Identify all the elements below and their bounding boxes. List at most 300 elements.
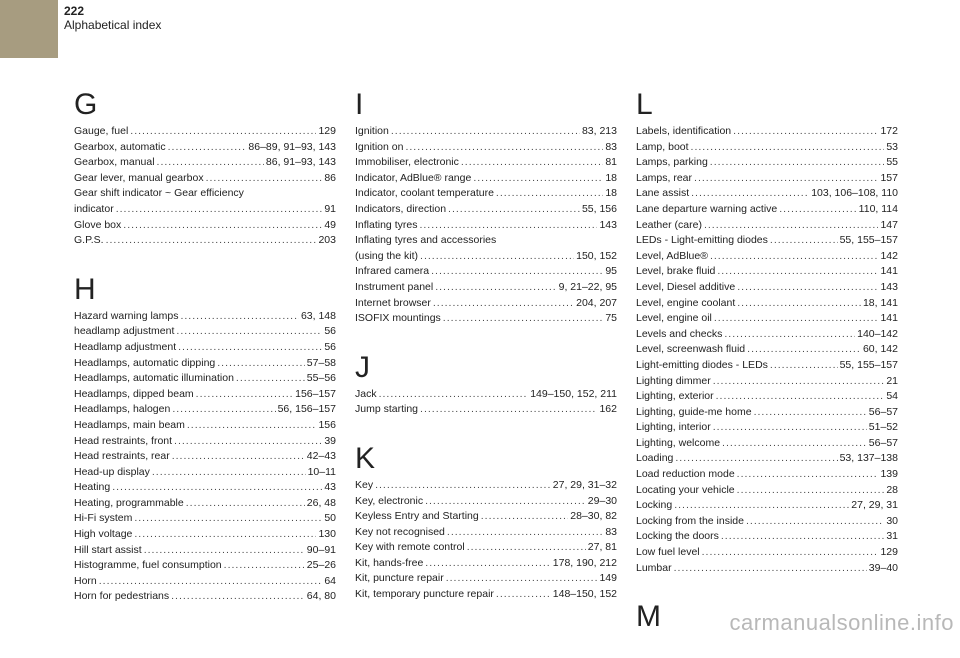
dot-leader — [716, 389, 885, 405]
index-entry-pages: 21 — [886, 374, 898, 387]
index-entry-pages: 143 — [599, 218, 617, 231]
watermark: carmanualsonline.info — [729, 610, 954, 635]
index-entry-pages: 147 — [880, 218, 898, 231]
index-entry-label: Jump starting — [355, 403, 419, 416]
index-entry-pages: 64 — [324, 574, 336, 587]
index-entry-pages: 18 — [605, 171, 617, 184]
dot-leader — [733, 124, 878, 140]
chapter-tab — [0, 0, 58, 58]
dot-leader — [375, 478, 551, 494]
index-section — [74, 271, 336, 605]
index-entry-label: Lighting, welcome — [636, 436, 721, 449]
index-entry-label: High voltage — [74, 528, 133, 541]
index-entry[interactable] — [74, 371, 336, 387]
index-entry[interactable] — [74, 543, 336, 559]
dot-leader — [178, 340, 322, 356]
index-entry-label: Horn — [74, 574, 97, 587]
dot-leader — [467, 540, 586, 556]
index-entry-label: Light-emitting diodes - LEDs — [636, 358, 768, 371]
dot-leader — [702, 545, 879, 561]
index-entry-label: Lane assist — [636, 187, 690, 200]
index-entry-label: LEDs - Light-emitting diodes — [636, 234, 768, 247]
dot-leader — [713, 420, 867, 436]
index-entry[interactable] — [74, 202, 336, 218]
section-letter: M — [636, 600, 661, 634]
index-entry-label: Gearbox, manual — [74, 156, 155, 169]
index-entry[interactable] — [74, 155, 336, 171]
index-entry-label: (using the kit) — [355, 249, 419, 262]
index-entry-label: Gauge, fuel — [74, 125, 129, 137]
section-letter: J — [355, 350, 370, 384]
index-entry[interactable] — [636, 202, 898, 218]
index-entry-label: Key not recognised — [355, 525, 445, 538]
index-entry[interactable] — [74, 418, 336, 434]
index-entry[interactable] — [74, 140, 336, 156]
index-entry[interactable] — [636, 249, 898, 265]
index-entry[interactable] — [355, 402, 617, 418]
dot-leader — [710, 249, 879, 265]
index-entry-label: Levels and checks — [636, 327, 723, 340]
index-entry[interactable] — [74, 558, 336, 574]
index-entry-label: Histogramme, fuel consumption — [74, 559, 222, 572]
index-entry[interactable] — [636, 327, 898, 343]
index-entry-pages: 83, 213 — [581, 125, 617, 137]
index-entry[interactable] — [636, 264, 898, 280]
index-entry-pages: 51–52 — [868, 421, 898, 434]
index-entry-label: Lighting, exterior — [636, 390, 714, 403]
index-entry[interactable] — [636, 405, 898, 421]
dot-leader — [691, 140, 885, 156]
section-letter: G — [74, 88, 98, 121]
dot-leader — [704, 218, 879, 234]
section-letter: H — [74, 272, 96, 306]
dot-leader — [446, 571, 598, 587]
index-section — [636, 86, 898, 576]
index-entry-label: Locking the doors — [636, 530, 719, 543]
index-entry-label: Level, engine coolant — [636, 296, 736, 309]
index-section — [355, 86, 617, 327]
index-entry-pages: 64, 80 — [306, 590, 336, 603]
dot-leader — [99, 574, 323, 590]
index-entry[interactable] — [74, 434, 336, 450]
dot-leader — [130, 124, 316, 140]
index-entry[interactable] — [355, 494, 617, 510]
index-entry[interactable] — [74, 496, 336, 512]
index-entry[interactable] — [74, 309, 336, 325]
index-entry-label: Key, electronic — [355, 494, 424, 507]
index-entry-pages: 139 — [880, 468, 898, 481]
dot-leader — [419, 218, 597, 234]
index-entry-pages: 142 — [880, 249, 898, 262]
index-entry[interactable] — [636, 545, 898, 561]
index-entry[interactable] — [355, 387, 617, 403]
dot-leader — [172, 449, 305, 465]
index-entry[interactable] — [74, 480, 336, 496]
section-letter: K — [355, 441, 376, 475]
index-entry[interactable] — [636, 233, 898, 249]
index-entry-pages: 26, 48 — [306, 496, 336, 509]
dot-leader — [134, 527, 316, 543]
index-entry[interactable] — [74, 465, 336, 481]
index-entry[interactable] — [636, 311, 898, 327]
index-entry-label: Immobiliser, electronic — [355, 156, 459, 169]
index-entry-pages: 172 — [880, 125, 898, 137]
index-entry[interactable] — [355, 249, 617, 265]
index-entry[interactable] — [74, 402, 336, 418]
index-entry-pages: 25–26 — [306, 559, 336, 572]
index-entry-label: Indicators, direction — [355, 202, 447, 215]
dot-leader — [481, 509, 569, 525]
index-entry[interactable] — [74, 387, 336, 403]
index-entry[interactable] — [355, 124, 617, 140]
dot-leader — [431, 264, 603, 280]
index-entry[interactable] — [74, 527, 336, 543]
index-entry-pages: 56 — [324, 340, 336, 353]
index-entry[interactable] — [74, 233, 336, 249]
index-entry[interactable] — [355, 140, 617, 156]
dot-leader — [674, 561, 867, 577]
index-entry-label: Lumbar — [636, 561, 672, 574]
index-entry-label: Kit, temporary puncture repair — [355, 588, 494, 601]
index-entry-pages: 149 — [599, 572, 617, 585]
dot-leader — [171, 589, 305, 605]
index-section — [74, 86, 336, 249]
index-entry-pages: 56–57 — [868, 436, 898, 449]
index-entry-pages: 27, 29, 31–32 — [552, 478, 617, 491]
index-entry-pages: 162 — [599, 403, 617, 416]
index-entry-pages: 30 — [886, 514, 898, 527]
index-column-1 — [74, 86, 336, 627]
index-entry-pages: 110, 114 — [858, 202, 898, 215]
index-entry-pages: 55, 155–157 — [839, 234, 898, 247]
dot-leader — [425, 556, 550, 572]
index-entry-label: Locking from the inside — [636, 514, 744, 527]
index-entry-label: ISOFIX mountings — [355, 312, 441, 325]
dot-leader — [123, 218, 322, 234]
index-entry-pages: 148–150, 152 — [552, 588, 617, 601]
section-letter: L — [636, 88, 653, 121]
index-entry-label: Inflating tyres — [355, 218, 418, 231]
index-entry-pages: 18 — [605, 187, 617, 200]
index-entry-label: Indicator, coolant temperature — [355, 187, 494, 200]
dot-leader — [379, 387, 529, 403]
dot-leader — [737, 483, 885, 499]
index-entry-label: Level, engine oil — [636, 312, 712, 325]
dot-leader — [737, 467, 879, 483]
index-entry-label: Headlamp adjustment — [74, 340, 177, 353]
index-entry[interactable] — [74, 511, 336, 527]
index-entry[interactable] — [355, 280, 617, 296]
index-entry-pages: 42–43 — [306, 450, 336, 463]
index-entry[interactable] — [636, 342, 898, 358]
index-entry-pages: 204, 207 — [576, 296, 617, 309]
index-entry-pages: 203 — [318, 234, 336, 247]
dot-leader — [206, 171, 323, 187]
index-entry[interactable] — [355, 264, 617, 280]
index-entry-label: Gearbox, automatic — [74, 140, 166, 153]
dot-leader — [236, 371, 305, 387]
index-entry-label: Headlamps, automatic dipping — [74, 356, 216, 369]
dot-leader — [425, 494, 586, 510]
index-entry-pages: 141 — [880, 265, 898, 278]
index-entry-label: Keyless Entry and Starting — [355, 510, 479, 523]
index-entry-label: Glove box — [74, 218, 122, 231]
section-letter: I — [355, 88, 364, 121]
dot-leader — [443, 311, 604, 327]
index-entry-label: Lamps, parking — [636, 156, 708, 169]
index-entry[interactable] — [355, 218, 617, 234]
index-entry-pages: 56 — [324, 325, 336, 338]
index-entry-label: Kit, puncture repair — [355, 572, 444, 585]
index-entry-label: indicator — [74, 202, 114, 215]
index-entry-pages: 95 — [605, 265, 617, 278]
index-entry[interactable] — [74, 574, 336, 590]
index-entry[interactable] — [636, 498, 898, 514]
index-entry-first-line: Gear shift indicator ~ Gear efficiency — [74, 187, 244, 200]
index-entry[interactable] — [636, 436, 898, 452]
index-entry-pages: 56, 156–157 — [277, 403, 336, 416]
index-entry-label: Internet browser — [355, 296, 431, 309]
index-entry[interactable] — [636, 171, 898, 187]
index-entry-label: Locking — [636, 499, 673, 512]
index-entry-label: Infrared camera — [355, 265, 430, 278]
dot-leader — [448, 202, 580, 218]
index-entry[interactable] — [355, 478, 617, 494]
index-entry-label: Instrument panel — [355, 280, 434, 293]
index-entry-label: G.P.S. — [74, 234, 104, 247]
index-entry[interactable] — [74, 218, 336, 234]
index-entry-pages: 9, 21–22, 95 — [558, 280, 617, 293]
index-entry-pages: 86–89, 91–93, 143 — [248, 140, 336, 153]
index-entry-pages: 54 — [886, 390, 898, 403]
index-entry[interactable] — [74, 124, 336, 140]
index-entry-label: Headlamps, halogen — [74, 403, 171, 416]
index-entry-label: Horn for pedestrians — [74, 590, 170, 603]
index-entry[interactable] — [355, 171, 617, 187]
index-entry[interactable] — [636, 358, 898, 374]
dot-leader — [391, 124, 580, 140]
dot-leader — [180, 309, 298, 325]
dot-leader — [420, 402, 597, 418]
index-entry[interactable] — [74, 324, 336, 340]
dot-leader — [779, 202, 856, 218]
index-entry-pages: 86 — [324, 171, 336, 184]
index-entry[interactable] — [636, 467, 898, 483]
index-entry-pages: 130 — [318, 528, 336, 541]
dot-leader — [433, 296, 574, 312]
index-entry-pages: 53, 137–138 — [839, 452, 898, 465]
index-entry-pages: 149–150, 152, 211 — [530, 387, 617, 400]
index-entry-pages: 56–57 — [868, 405, 898, 418]
dot-leader — [134, 511, 322, 527]
dot-leader — [737, 296, 861, 312]
dot-leader — [152, 465, 306, 481]
index-entry-pages: 55 — [886, 156, 898, 169]
index-entry-pages: 55–56 — [306, 372, 336, 385]
index-entry[interactable] — [636, 140, 898, 156]
index-entry-label: Lighting, interior — [636, 421, 711, 434]
index-entry[interactable] — [355, 540, 617, 556]
dot-leader — [473, 171, 603, 187]
index-entry-label: Indicator, AdBlue® range — [355, 171, 472, 184]
index-entry-pages: 39–40 — [868, 561, 898, 574]
index-entry[interactable] — [636, 186, 898, 202]
dot-leader — [674, 498, 849, 514]
index-entry[interactable] — [355, 296, 617, 312]
index-entry-pages: 81 — [605, 156, 617, 169]
dot-leader — [722, 436, 867, 452]
index-entry-pages: 63, 148 — [300, 309, 336, 322]
index-entry-label: headlamp adjustment — [74, 325, 175, 338]
index-entry-label: Lighting dimmer — [636, 374, 711, 387]
index-entry[interactable] — [74, 449, 336, 465]
index-entry[interactable] — [636, 514, 898, 530]
index-entry[interactable] — [636, 483, 898, 499]
index-entry-label: Jack — [355, 387, 377, 400]
index-entry-pages: 150, 152 — [576, 249, 617, 262]
index-entry[interactable] — [355, 186, 617, 202]
index-entry-label: Lamps, rear — [636, 171, 693, 184]
index-entry[interactable] — [355, 525, 617, 541]
index-entry-label: Heating — [74, 481, 111, 494]
index-entry-label: Load reduction mode — [636, 468, 735, 481]
index-entry[interactable] — [636, 296, 898, 312]
index-entry[interactable] — [636, 561, 898, 577]
index-entry-pages: 103, 106–108, 110 — [811, 187, 898, 200]
dot-leader — [737, 280, 878, 296]
index-entry-label: Level, Diesel additive — [636, 280, 736, 293]
index-entry[interactable] — [74, 356, 336, 372]
index-entry-pages: 57–58 — [306, 356, 336, 369]
index-entry-pages: 143 — [880, 280, 898, 293]
index-entry[interactable] — [355, 587, 617, 603]
index-entry-pages: 60, 142 — [862, 343, 898, 356]
index-entry[interactable] — [355, 556, 617, 572]
index-entry-label: Key with remote control — [355, 541, 465, 554]
dot-leader — [186, 496, 305, 512]
index-entry[interactable] — [74, 340, 336, 356]
index-entry-label: Heating, programmable — [74, 496, 184, 509]
dot-leader — [694, 171, 878, 187]
index-entry[interactable] — [636, 124, 898, 140]
dot-leader — [461, 155, 603, 171]
dot-leader — [770, 233, 838, 249]
index-entry[interactable] — [636, 155, 898, 171]
index-column-2 — [355, 86, 617, 625]
dot-leader — [420, 249, 574, 265]
index-entry[interactable] — [636, 389, 898, 405]
dot-leader — [405, 140, 603, 156]
dot-leader — [144, 543, 305, 559]
dot-leader — [187, 418, 317, 434]
index-column-3 — [636, 86, 898, 658]
index-entry-pages: 86, 91–93, 143 — [265, 156, 336, 169]
index-entry[interactable] — [74, 171, 336, 187]
index-entry-pages: 91 — [324, 202, 336, 215]
index-entry-pages: 53 — [886, 140, 898, 153]
index-entry[interactable] — [355, 202, 617, 218]
index-entry[interactable] — [636, 529, 898, 545]
index-entry-pages: 129 — [318, 125, 336, 137]
index-entry[interactable] — [355, 571, 617, 587]
index-entry-pages: 83 — [605, 140, 617, 153]
index-entry-label: Hi-Fi system — [74, 512, 133, 525]
index-entry[interactable] — [636, 374, 898, 390]
index-entry-first-line: Inflating tyres and accessories — [355, 234, 497, 247]
index-entry-pages: 55, 155–157 — [839, 358, 898, 371]
index-entry-pages: 10–11 — [307, 465, 336, 478]
index-entry-pages: 18, 141 — [862, 296, 898, 309]
index-entry-pages: 43 — [324, 481, 336, 494]
index-entry[interactable] — [355, 509, 617, 525]
dot-leader — [106, 233, 317, 249]
dot-leader — [112, 480, 322, 496]
index-entry-label: Ignition — [355, 125, 389, 137]
dot-leader — [435, 280, 556, 296]
dot-leader — [724, 327, 855, 343]
index-entry-pages: 156–157 — [295, 387, 336, 400]
page-number: 222 — [64, 4, 85, 18]
index-entry-label: Headlamps, main beam — [74, 418, 185, 431]
index-entry-pages: 75 — [605, 312, 617, 325]
dot-leader — [496, 587, 551, 603]
index-entry-label: Head restraints, front — [74, 434, 173, 447]
index-entry[interactable] — [355, 155, 617, 171]
index-entry-pages: 90–91 — [306, 543, 336, 556]
index-section — [355, 349, 617, 418]
index-entry-pages: 140–142 — [857, 327, 898, 340]
index-entry-label: Level, AdBlue® — [636, 249, 708, 262]
index-entry-label: Head-up display — [74, 465, 150, 478]
section-title: Alphabetical index — [64, 18, 162, 32]
index-entry-label: Key — [355, 478, 374, 491]
index-entry[interactable] — [355, 311, 617, 327]
dot-leader — [721, 529, 884, 545]
index-entry[interactable] — [636, 451, 898, 467]
index-entry-label: Low fuel level — [636, 546, 700, 559]
index-entry-pages: 83 — [605, 525, 617, 538]
index-entry-label: Leather (care) — [636, 218, 702, 231]
dot-leader — [717, 264, 878, 280]
index-entry[interactable] — [74, 589, 336, 605]
index-entry-pages: 39 — [324, 434, 336, 447]
dot-leader — [172, 402, 275, 418]
dot-leader — [196, 387, 293, 403]
index-entry-pages: 27, 81 — [587, 541, 617, 554]
dot-leader — [116, 202, 323, 218]
index-entry-label: Hill start assist — [74, 543, 142, 556]
dot-leader — [713, 374, 885, 390]
index-entry-label: Kit, hands-free — [355, 556, 424, 569]
dot-leader — [157, 155, 264, 171]
index-entry-label: Head restraints, rear — [74, 450, 170, 463]
index-entry-label: Labels, identification — [636, 125, 732, 137]
index-entry-pages: 31 — [886, 530, 898, 543]
index-entry-pages: 27, 29, 31 — [851, 499, 898, 512]
dot-leader — [447, 525, 603, 541]
dot-leader — [754, 405, 867, 421]
dot-leader — [496, 186, 603, 202]
index-entry-label: Loading — [636, 452, 674, 465]
index-entry[interactable] — [636, 280, 898, 296]
index-entry-pages: 28–30, 82 — [570, 510, 617, 523]
dot-leader — [176, 324, 322, 340]
index-entry[interactable] — [636, 420, 898, 436]
index-entry-pages: 50 — [324, 512, 336, 525]
index-entry[interactable] — [636, 218, 898, 234]
dot-leader — [691, 186, 809, 202]
dot-leader — [224, 558, 305, 574]
